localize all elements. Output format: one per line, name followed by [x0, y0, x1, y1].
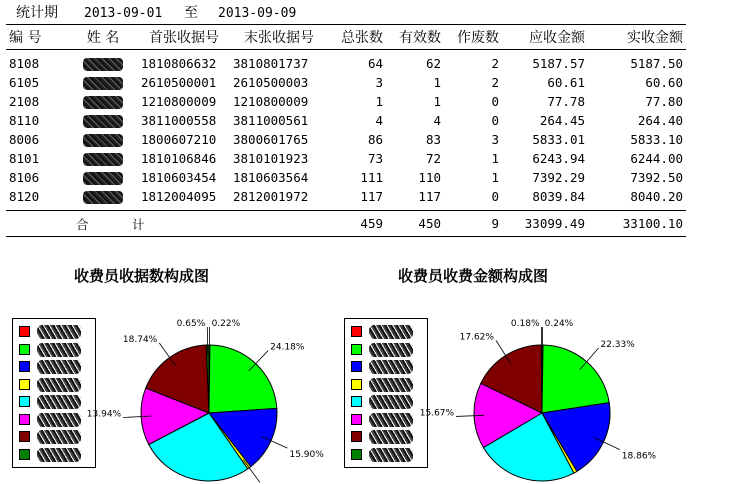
- cell-name-redacted: [68, 73, 138, 92]
- pie-label: 15.90%: [289, 450, 324, 461]
- table-row: [6, 111, 686, 130]
- cell-void: 0: [491, 113, 499, 128]
- cell-last: 1810603564: [233, 170, 309, 185]
- legend-item: [19, 448, 91, 462]
- header-last-receipt: 末张收据号: [230, 25, 328, 50]
- legend-swatch: [19, 361, 30, 372]
- pie-slice: [542, 345, 609, 413]
- chart-title-receipts: 收费员收据数构成图: [74, 267, 210, 285]
- legend-item: [19, 343, 91, 357]
- legend-item: [19, 413, 91, 427]
- cell-valid: 1: [433, 94, 441, 109]
- header-id: 编 号: [6, 25, 68, 50]
- legend-receipts: [12, 318, 96, 468]
- legend-swatch: [19, 396, 30, 407]
- pie-label: 24.18%: [270, 342, 305, 353]
- cell-valid: 110: [418, 170, 441, 185]
- cell-valid: 117: [418, 189, 441, 204]
- redacted-name: [83, 153, 123, 166]
- cell-due: 264.45: [539, 113, 585, 128]
- cell-void: 3: [491, 132, 499, 147]
- cell-first: 1210800009: [141, 94, 217, 109]
- legend-label-redacted: [369, 413, 413, 427]
- cell-void: 0: [491, 94, 499, 109]
- cell-first: 2610500001: [141, 75, 217, 90]
- legend-swatch: [19, 431, 30, 442]
- cell-last: 3811000561: [233, 113, 309, 128]
- period-to: 至: [184, 5, 198, 21]
- cell-due: 8039.84: [532, 189, 585, 204]
- redacted-name: [83, 58, 123, 71]
- legend-item: [19, 430, 91, 444]
- table-row: [6, 149, 686, 168]
- cell-name-redacted: [68, 149, 138, 168]
- cell-void: 0: [491, 189, 499, 204]
- cell-id: 8110: [9, 113, 40, 128]
- legend-label-redacted: [369, 343, 413, 357]
- legend-label-redacted: [37, 360, 81, 374]
- cell-total: 73: [367, 151, 383, 166]
- cell-due: 7392.29: [532, 170, 585, 185]
- cell-void: 1: [491, 151, 499, 166]
- cell-last: 2812001972: [233, 189, 309, 204]
- cell-last: 3810801737: [233, 56, 309, 71]
- legend-item: [19, 395, 91, 409]
- table-row: [6, 130, 686, 149]
- cell-last: 2610500003: [233, 75, 309, 90]
- cell-total: 3: [375, 75, 383, 90]
- cell-received: 264.40: [637, 113, 683, 128]
- cell-total: 117: [360, 189, 383, 204]
- cell-total: 64: [367, 56, 383, 71]
- cell-received: 5187.50: [630, 56, 683, 71]
- pie-label: 13.94%: [86, 409, 122, 420]
- legend-swatch: [351, 344, 362, 355]
- cell-due: 5833.01: [532, 132, 585, 147]
- legend-item: [351, 325, 423, 339]
- cell-name-redacted: [68, 50, 138, 74]
- legend-item: [351, 343, 423, 357]
- period-label: 统计期: [16, 5, 58, 21]
- cell-first: 1810106846: [141, 151, 217, 166]
- legend-amount: [344, 318, 428, 468]
- pie-label: 0.22%: [211, 319, 241, 330]
- cell-received: 77.80: [645, 94, 683, 109]
- pie-label: 0.65%: [176, 319, 206, 330]
- legend-swatch: [19, 344, 30, 355]
- totals-row: [6, 211, 686, 237]
- cell-id: 8108: [9, 56, 40, 71]
- header-valid: 有效数: [386, 25, 444, 50]
- legend-swatch: [19, 326, 30, 337]
- cell-name-redacted: [68, 187, 138, 211]
- cell-id: 8120: [9, 189, 40, 204]
- cell-name-redacted: [68, 111, 138, 130]
- cell-name-redacted: [68, 168, 138, 187]
- redacted-name: [83, 191, 123, 204]
- table-row: [6, 50, 686, 74]
- pie-label: 15.67%: [419, 408, 455, 419]
- legend-label-redacted: [37, 413, 81, 427]
- legend-label-redacted: [369, 325, 413, 339]
- cell-void: 2: [491, 56, 499, 71]
- legend-item: [19, 325, 91, 339]
- legend-label-redacted: [369, 448, 413, 462]
- table-row: [6, 92, 686, 111]
- legend-swatch: [351, 326, 362, 337]
- cell-received: 6244.00: [630, 151, 683, 166]
- cell-received: 60.60: [645, 75, 683, 90]
- header-void: 作废数: [444, 25, 502, 50]
- cell-valid: 1: [433, 75, 441, 90]
- cell-due: 5187.57: [532, 56, 585, 71]
- cell-received: 8040.20: [630, 189, 683, 204]
- cell-last: 3810101923: [233, 151, 309, 166]
- redacted-name: [83, 134, 123, 147]
- cell-valid: 72: [425, 151, 441, 166]
- redacted-name: [83, 96, 123, 109]
- cell-first: 1812004095: [141, 189, 217, 204]
- report-table: [6, 24, 686, 237]
- legend-label-redacted: [37, 448, 81, 462]
- legend-item: [351, 378, 423, 392]
- cell-received: 5833.10: [630, 132, 683, 147]
- legend-label-redacted: [369, 395, 413, 409]
- period-end: 2013-09-09: [218, 6, 297, 21]
- cell-total: 1: [375, 94, 383, 109]
- cell-due: 77.78: [547, 94, 585, 109]
- totals-total: 459: [328, 211, 386, 237]
- legend-swatch: [19, 449, 30, 460]
- cell-first: 1800607210: [141, 132, 217, 147]
- pie-label: 17.62%: [459, 332, 494, 343]
- pie-slice: [209, 345, 277, 413]
- pie-label: 18.74%: [122, 334, 158, 345]
- legend-swatch: [19, 379, 30, 390]
- redacted-name: [83, 77, 123, 90]
- legend-swatch: [19, 414, 30, 425]
- header-amount-due: 应收金额: [502, 25, 588, 50]
- legend-label-redacted: [37, 395, 81, 409]
- cell-total: 4: [375, 113, 383, 128]
- cell-id: 8101: [9, 151, 40, 166]
- cell-name-redacted: [68, 130, 138, 149]
- cell-valid: 4: [433, 113, 441, 128]
- totals-received: 33100.10: [588, 211, 686, 237]
- legend-item: [351, 413, 423, 427]
- cell-received: 7392.50: [630, 170, 683, 185]
- period-start: 2013-09-01: [84, 6, 163, 21]
- cell-void: 2: [491, 75, 499, 90]
- pie-label-leader: [207, 327, 208, 355]
- totals-valid: 450: [386, 211, 444, 237]
- cell-id: 2108: [9, 94, 40, 109]
- legend-item: [351, 430, 423, 444]
- cell-first: 1810806632: [141, 56, 217, 71]
- legend-swatch: [351, 396, 362, 407]
- pie-label: 22.33%: [600, 340, 635, 351]
- legend-item: [19, 378, 91, 392]
- pie-label: 0.18%: [510, 319, 540, 330]
- legend-label-redacted: [369, 378, 413, 392]
- table-row: [6, 73, 686, 92]
- header-amount-received: 实收金额: [588, 25, 686, 50]
- header-name: 姓 名: [68, 25, 138, 50]
- legend-label-redacted: [37, 378, 81, 392]
- cell-id: 8106: [9, 170, 40, 185]
- cell-last: 1210800009: [233, 94, 309, 109]
- pie-chart-receipts: [86, 318, 324, 484]
- totals-due: 33099.49: [502, 211, 588, 237]
- cell-id: 6105: [9, 75, 40, 90]
- legend-item: [19, 360, 91, 374]
- redacted-name: [83, 172, 123, 185]
- table-row: [6, 187, 686, 211]
- cell-first: 3811000558: [141, 113, 217, 128]
- legend-swatch: [351, 379, 362, 390]
- pie-label: 18.86%: [621, 451, 657, 462]
- pie-chart-amount: [420, 318, 660, 484]
- cell-last: 3800601765: [233, 132, 309, 147]
- totals-void: 9: [444, 211, 502, 237]
- legend-label-redacted: [369, 430, 413, 444]
- pie-label: 0.24%: [544, 319, 574, 330]
- legend-item: [351, 395, 423, 409]
- cell-total: 111: [360, 170, 383, 185]
- legend-swatch: [351, 414, 362, 425]
- legend-swatch: [351, 361, 362, 372]
- legend-item: [351, 360, 423, 374]
- cell-first: 1810603454: [141, 170, 217, 185]
- cell-id: 8006: [9, 132, 40, 147]
- cell-valid: 62: [425, 56, 441, 71]
- cell-total: 86: [367, 132, 383, 147]
- legend-label-redacted: [369, 360, 413, 374]
- legend-label-redacted: [37, 325, 81, 339]
- legend-label-redacted: [37, 430, 81, 444]
- legend-item: [351, 448, 423, 462]
- table-header-row: [6, 25, 686, 50]
- header-first-receipt: 首张收据号: [138, 25, 230, 50]
- cell-name-redacted: [68, 92, 138, 111]
- table-row: [6, 168, 686, 187]
- totals-label: 合 计: [6, 211, 328, 237]
- legend-label-redacted: [37, 343, 81, 357]
- legend-swatch: [351, 431, 362, 442]
- legend-swatch: [351, 449, 362, 460]
- cell-due: 60.61: [547, 75, 585, 90]
- cell-void: 1: [491, 170, 499, 185]
- cell-due: 6243.94: [532, 151, 585, 166]
- cell-valid: 83: [425, 132, 441, 147]
- redacted-name: [83, 115, 123, 128]
- period-line: [16, 3, 296, 23]
- header-total: 总张数: [328, 25, 386, 50]
- chart-title-amount: 收费员收费金额构成图: [398, 267, 549, 285]
